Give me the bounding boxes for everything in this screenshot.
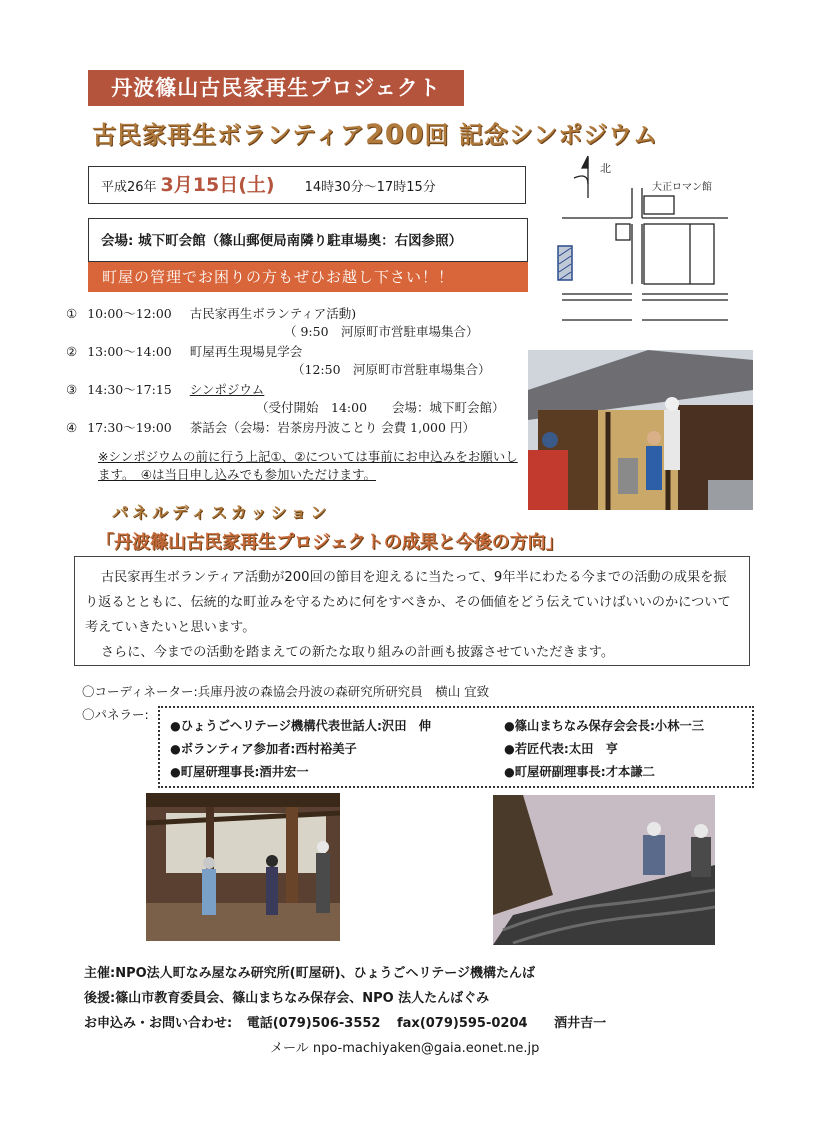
date-era: 平成26年	[101, 180, 157, 195]
photo-roof-work	[493, 795, 715, 945]
schedule-sub: （ 9:50 河原町市営駐車場集合）	[284, 324, 479, 339]
panelist: ●若匠代表:太田 亨	[504, 742, 619, 756]
contact-fax: fax(079)595-0204	[397, 1016, 528, 1031]
description-paragraph: さらに、今までの活動を踏まえての新たな取り組みの計画も披露させていただきます。	[100, 645, 615, 660]
paneler-label: 〇パネラー:	[82, 707, 149, 722]
schedule-label: 古民家再生ボランティア活動)	[189, 306, 357, 321]
panel-heading: パネルディスカッション	[112, 503, 331, 522]
north-label: 北	[600, 162, 611, 175]
schedule-num: ①	[66, 306, 78, 321]
contact-person: 酒井吉一	[554, 1016, 607, 1031]
landmark-label: 大正ロマン館	[652, 182, 712, 193]
date-box	[88, 166, 526, 204]
photo-interior-work	[146, 793, 340, 941]
north-arrow-head	[582, 156, 588, 168]
panelist-box	[158, 706, 754, 788]
contact-line	[84, 1012, 606, 1031]
contact-phone: 電話(079)506-3552	[246, 1016, 381, 1031]
schedule-item	[66, 304, 356, 322]
schedule-item	[66, 418, 475, 436]
description-paragraph: 古民家再生ボランティア活動が200回の節目を迎えるに当たって、9年半にわたる今までの活動の成果を振り返るとともに、伝統的な町並みを守るために何をすべきか、その価値をどう伝えていけばいいのかについて考えていきたいと思います。	[85, 570, 731, 635]
notice-bar: 町屋の管理でお困りの方もぜひお越し下さい！！	[88, 262, 528, 292]
contact-email: メール npo-machiyaken@gaia.eonet.ne.jp	[270, 1041, 540, 1056]
panelist: ●町屋研副理事長:才本謙二	[504, 765, 655, 779]
support: 後援:篠山市教育委員会、篠山まちなみ保存会、NPO 法人たんばぐみ	[84, 991, 490, 1006]
coordinator: 〇コーディネーター:兵庫丹波の森協会丹波の森研究所研究員 横山 宜致	[82, 684, 490, 699]
schedule-label: 町屋再生現場見学会	[189, 344, 303, 359]
schedule-num: ②	[66, 344, 78, 359]
schedule-num: ④	[66, 420, 78, 435]
schedule-item	[66, 380, 264, 398]
panelist: ●ボランティア参加者:西村裕美子	[170, 742, 357, 756]
project-label: 丹波篠山古民家再生プロジェクト	[88, 70, 464, 106]
title-part-2: 回 記念シンポジウム	[424, 121, 658, 149]
panelist: ●ひょうごヘリテージ機構代表世話人:沢田 伸	[170, 719, 432, 733]
schedule-num: ③	[66, 382, 78, 397]
schedule-item	[66, 342, 302, 360]
location-map	[548, 152, 778, 328]
schedule-time: 17:30～19:00	[87, 420, 172, 435]
registration-note: ※シンポジウムの前に行う上記①、②については事前にお申込みをお願いします。 ④は当日申し込みでも参加いただけます。	[98, 449, 518, 482]
worker-red-jacket	[528, 450, 568, 510]
schedule-time: 10:00～12:00	[87, 306, 172, 321]
panelist: ●篠山まちなみ保存会会長:小林一三	[504, 719, 705, 733]
schedule-time: 13:00～14:00	[87, 344, 172, 359]
schedule-sub: （受付開始 14:00 会場：城下町会館）	[256, 400, 505, 415]
venue-box: 会場: 城下町会館（篠山郵便局南隣り駐車場奥：右図参照）	[88, 218, 528, 262]
schedule-label: 茶話会（会場：岩茶房丹波ことり 会費 1,000 円）	[189, 420, 475, 435]
schedule-label: シンポジウム	[189, 382, 265, 397]
date-time: 14時30分～17時15分	[304, 180, 436, 195]
panel-theme: 「丹波篠山古民家再生プロジェクトの成果と今後の方向」	[96, 532, 564, 553]
title-number: 200	[365, 119, 425, 150]
title-part-1: 古民家再生ボランティア	[92, 121, 366, 149]
organizer: 主催:NPO法人町なみ屋なみ研究所(町屋研)、ひょうごヘリテージ機構たんば	[84, 966, 536, 981]
date-day: 3月15日(土)	[160, 174, 275, 196]
contact-label: お申込み・お問い合わせ:	[84, 1016, 233, 1031]
panelist: ●町屋研理事長:酒井宏一	[170, 765, 309, 779]
photo-house-exterior	[528, 350, 753, 510]
panel-description	[74, 556, 750, 666]
event-title	[92, 116, 712, 154]
schedule-sub: （12:50 河原町市営駐車場集合）	[292, 362, 491, 377]
schedule-time: 14:30～17:15	[87, 382, 172, 397]
